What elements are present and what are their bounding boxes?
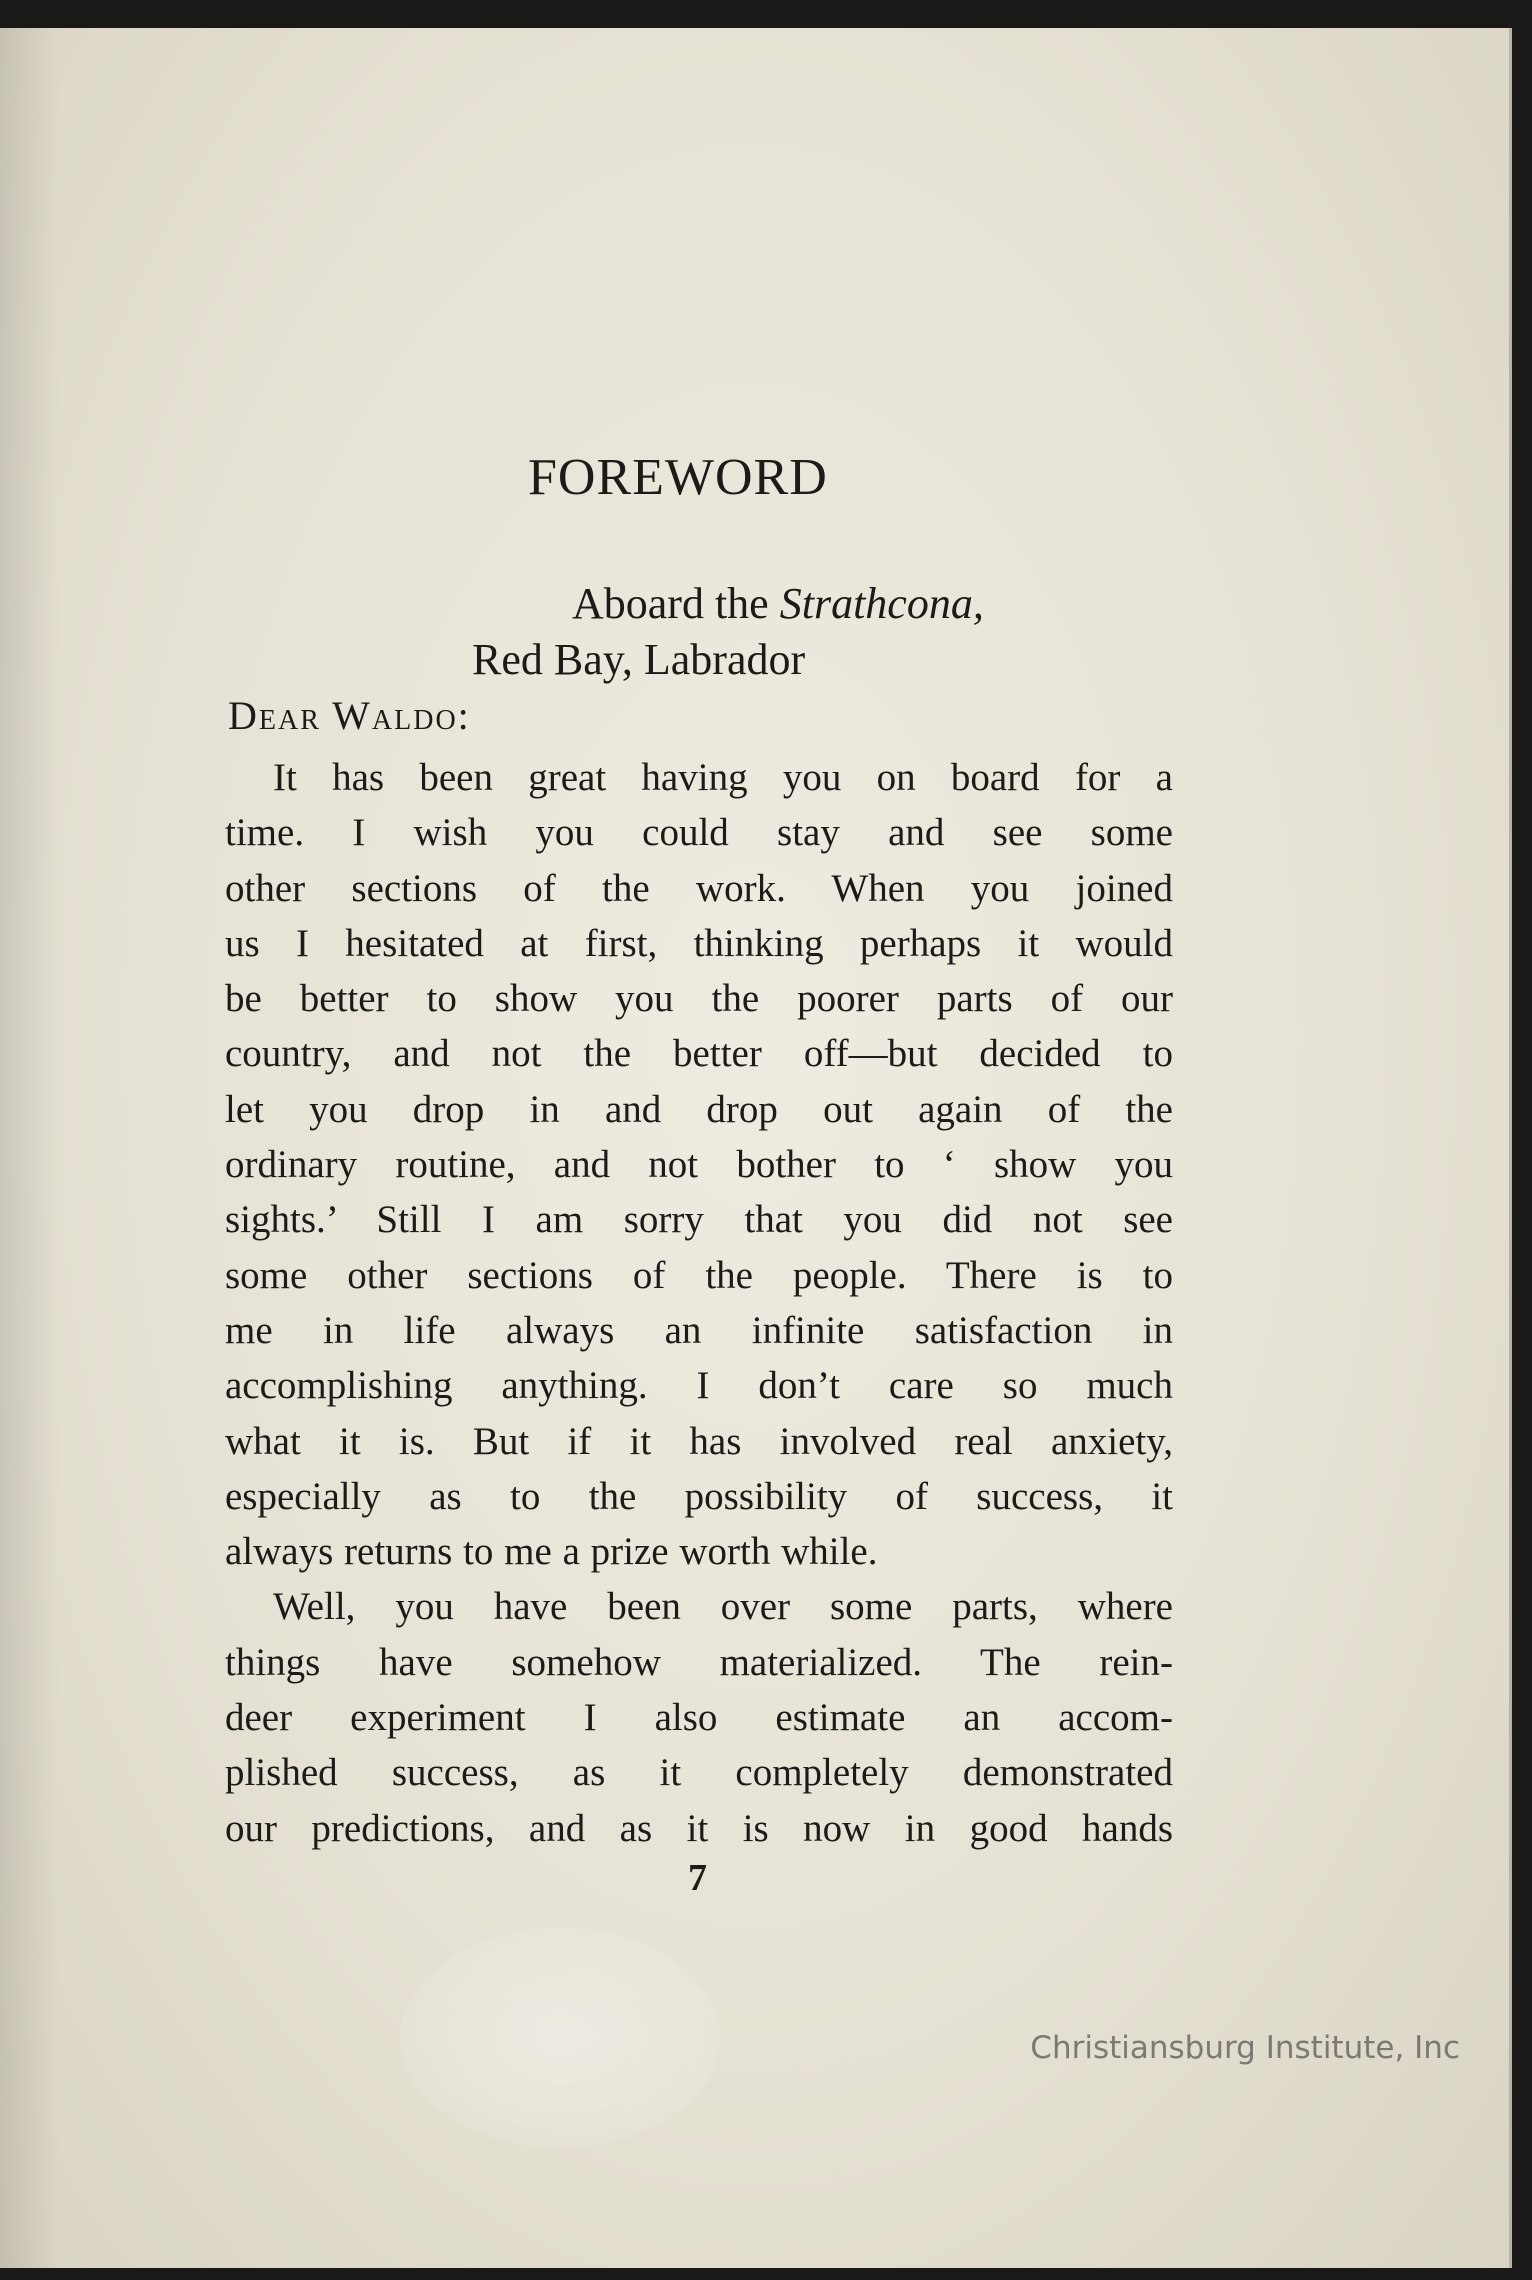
text-line: sights.’ Still I am sorry that you did not see [225, 1198, 1173, 1242]
paragraph-2 [225, 1579, 1173, 1855]
ship-name: Strathcona, [779, 579, 984, 628]
text-line: ordinary routine, and not bother to ‘ show you [225, 1143, 1173, 1187]
text-line: time. I wish you could stay and see some [225, 811, 1173, 855]
page-title: FOREWORD [528, 449, 828, 506]
text-line: country, and not the better off—but decided to [225, 1032, 1173, 1076]
text-line: It has been great having you on board for a [273, 756, 1173, 799]
text-line: plished success, as it completely demonstrated [225, 1751, 1173, 1795]
text-line: other sections of the work. When you joined [225, 866, 1173, 910]
text-line: some other sections of the people. There is to [225, 1253, 1173, 1297]
dateline-location: Red Bay, Labrador [472, 635, 806, 684]
text-line: let you drop in and drop out again of the [225, 1087, 1173, 1131]
text-line: especially as to the possibility of success, it [225, 1474, 1173, 1518]
text-line: accomplishing anything. I don’t care so much [225, 1364, 1173, 1408]
page-number: 7 [688, 1857, 707, 1899]
dateline-prefix: Aboard the [572, 579, 780, 628]
text-line: our predictions, and as it is now in good hands [225, 1806, 1173, 1850]
text-line: things have somehow materialized. The rein- [225, 1640, 1173, 1684]
paper-smudge [400, 1928, 720, 2148]
dateline-ship [572, 578, 984, 629]
text-line: us I hesitated at first, thinking perhaps it would [225, 921, 1173, 965]
text-line: me in life always an infinite satisfaction in [225, 1308, 1173, 1352]
text-line: always returns to me a prize worth while. [225, 1530, 878, 1574]
text-line: be better to show you the poorer parts of our [225, 977, 1173, 1021]
text-line: Well, you have been over some parts, where [273, 1585, 1173, 1629]
text-line: what it is. But if it has involved real anxiety, [225, 1419, 1173, 1463]
paragraph-1 [225, 750, 1173, 1579]
watermark: Christiansburg Institute, Inc [1030, 2030, 1460, 2066]
letter-body [225, 750, 1173, 1856]
book-page [0, 28, 1512, 2268]
text-line: deer experiment I also estimate an accom- [225, 1696, 1173, 1740]
salutation: Dear Waldo: [228, 693, 471, 738]
